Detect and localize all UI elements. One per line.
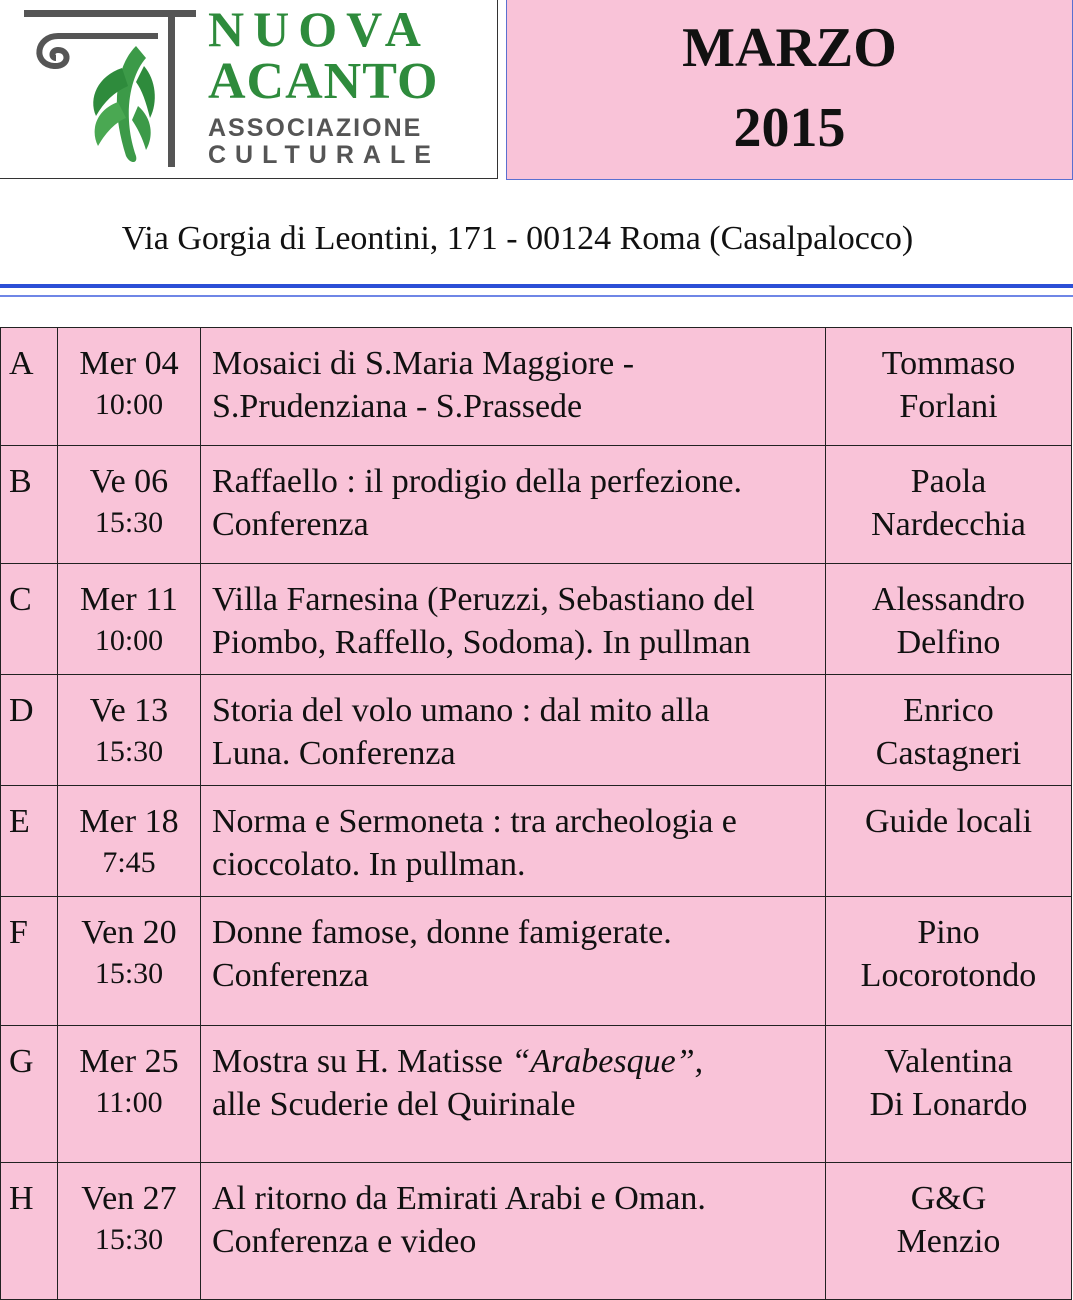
event-description-line2: Conferenza — [212, 506, 369, 543]
divider-thin — [0, 295, 1073, 297]
table-row — [1, 675, 1072, 786]
speaker-line2: Nardecchia — [871, 506, 1026, 543]
speaker-line2: Castagneri — [875, 735, 1022, 772]
exhibition-title: “Arabesque”, — [511, 1043, 704, 1080]
event-description-line1: Donne famose, donne famigerate. — [212, 914, 672, 951]
table-row — [1, 1163, 1072, 1300]
table-row — [1, 328, 1072, 446]
event-description-line2: Conferenza — [212, 957, 369, 994]
date-cell — [58, 1163, 201, 1300]
row-letter: B — [1, 446, 58, 564]
table-row — [1, 446, 1072, 564]
event-time: 10:00 — [94, 624, 164, 657]
speaker-cell — [826, 786, 1072, 897]
description-cell — [201, 1163, 826, 1300]
description-text: Mostra su H. Matisse — [212, 1043, 512, 1080]
event-description-line1: Mosaici di S.Maria Maggiore - — [212, 345, 635, 382]
row-letter: G — [1, 1026, 58, 1163]
event-time: 11:00 — [95, 1086, 163, 1119]
description-cell — [201, 675, 826, 786]
description-cell — [201, 897, 826, 1026]
event-day: Ve 13 — [89, 692, 169, 729]
speaker-line1: Pino — [917, 914, 980, 951]
speaker-line1: Tommaso — [881, 345, 1016, 382]
date-cell — [58, 446, 201, 564]
logo-title-line2: ACANTO — [208, 53, 439, 110]
event-day: Mer 25 — [79, 1043, 179, 1080]
row-letter: F — [1, 897, 58, 1026]
speaker-line2: Locorotondo — [860, 957, 1037, 994]
table-row — [1, 786, 1072, 897]
date-cell — [58, 897, 201, 1026]
table-row — [1, 564, 1072, 675]
speaker-cell — [826, 328, 1072, 446]
address: Via Gorgia di Leontini, 171 - 00124 Roma (Casalpalocco) — [121, 220, 914, 257]
event-time: 7:45 — [102, 846, 156, 879]
row-letter: H — [1, 1163, 58, 1300]
event-time: 15:30 — [94, 1223, 164, 1256]
event-time: 10:00 — [94, 388, 164, 421]
event-description-line1: Villa Farnesina (Peruzzi, Sebastiano del — [212, 581, 755, 618]
event-day: Ven 20 — [81, 914, 177, 951]
event-time: 15:30 — [94, 506, 164, 539]
divider-thick — [0, 284, 1073, 288]
event-description-line2: Conferenza e video — [212, 1223, 477, 1260]
speaker-cell — [826, 446, 1072, 564]
logo-title-line1: NUOVA — [208, 1, 430, 57]
speaker-line1: Alessandro — [872, 581, 1025, 618]
event-description-line1 — [212, 1040, 825, 1083]
acanthus-capital-icon — [18, 6, 203, 171]
logo — [0, 0, 498, 179]
speaker-cell — [826, 564, 1072, 675]
event-description-line1: Storia del volo umano : dal mito alla — [212, 692, 710, 729]
speaker-line1: Enrico — [903, 692, 994, 729]
event-description-line1: Al ritorno da Emirati Arabi e Oman. — [212, 1180, 706, 1217]
table-row — [1, 897, 1072, 1026]
event-description-line2: cioccolato. In pullman. — [212, 846, 526, 883]
event-day: Mer 18 — [79, 803, 179, 840]
event-day: Mer 11 — [80, 581, 178, 618]
date-cell — [58, 328, 201, 446]
event-time: 15:30 — [94, 735, 164, 768]
month-year: 2015 — [733, 97, 846, 159]
speaker-line1: G&G — [910, 1180, 987, 1217]
event-description-line1: Raffaello : il prodigio della perfezione. — [212, 463, 742, 500]
event-time: 15:30 — [94, 957, 164, 990]
month-header — [506, 0, 1073, 180]
speaker-cell — [826, 1163, 1072, 1300]
date-cell — [58, 786, 201, 897]
event-description-line1: Norma e Sermoneta : tra archeologia e — [212, 803, 737, 840]
date-cell — [58, 564, 201, 675]
speaker-line1: Valentina — [884, 1043, 1013, 1080]
speaker-line2: Di Lonardo — [869, 1086, 1028, 1123]
event-description-line2: Luna. Conferenza — [212, 735, 456, 772]
logo-subtitle-line1: ASSOCIAZIONE — [208, 114, 423, 142]
speaker-cell — [826, 1026, 1072, 1163]
schedule-table — [0, 327, 1072, 1300]
speaker-line2: Delfino — [896, 624, 1001, 661]
description-cell — [201, 1026, 826, 1163]
date-cell — [58, 1026, 201, 1163]
event-day: Mer 04 — [79, 345, 179, 382]
month-name: MARZO — [682, 17, 897, 79]
date-cell — [58, 675, 201, 786]
row-letter: C — [1, 564, 58, 675]
row-letter: E — [1, 786, 58, 897]
speaker-cell — [826, 675, 1072, 786]
logo-subtitle-line2: CULTURALE — [208, 141, 440, 169]
description-cell — [201, 328, 826, 446]
speaker-line1: Paola — [910, 463, 987, 500]
event-description-line2: S.Prudenziana - S.Prassede — [212, 388, 583, 425]
event-description-line2: Piombo, Raffello, Sodoma). In pullman — [212, 624, 751, 661]
description-cell — [201, 446, 826, 564]
event-description-line2: alle Scuderie del Quirinale — [212, 1086, 576, 1123]
event-day: Ven 27 — [81, 1180, 177, 1217]
description-cell — [201, 786, 826, 897]
speaker-line2: Menzio — [896, 1223, 1001, 1260]
description-cell — [201, 564, 826, 675]
row-letter: A — [1, 328, 58, 446]
speaker-line2: Forlani — [899, 388, 998, 425]
event-day: Ve 06 — [89, 463, 169, 500]
speaker-cell — [826, 897, 1072, 1026]
row-letter: D — [1, 675, 58, 786]
table-row — [1, 1026, 1072, 1163]
speaker-line1: Guide locali — [864, 803, 1033, 840]
